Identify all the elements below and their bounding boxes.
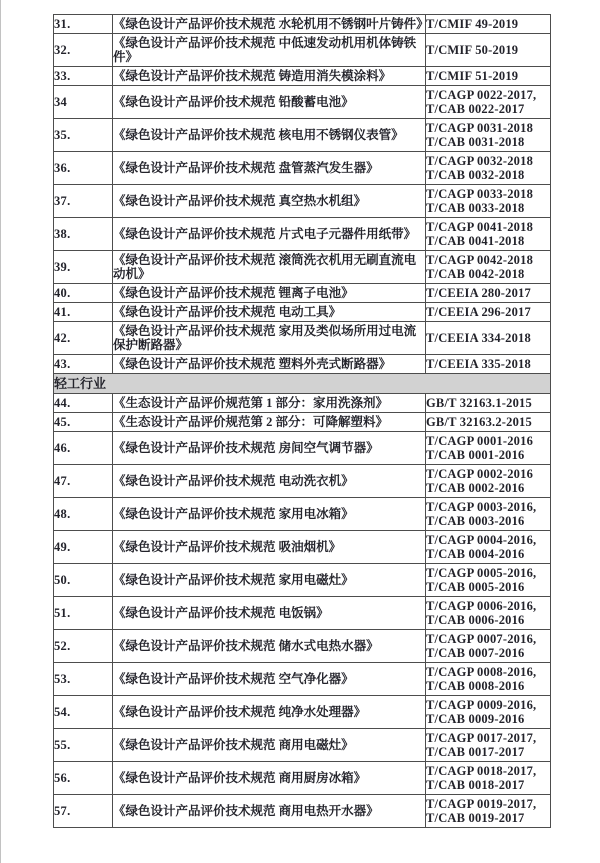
standard-number-cell: [426, 465, 551, 498]
standard-number-line: T/CEEIA 280-2017: [426, 286, 531, 300]
page-left-edge-line: [0, 0, 1, 863]
table-row: [54, 663, 551, 696]
row-number-cell: 39.: [54, 251, 113, 284]
standard-number-cell: [426, 498, 551, 531]
standard-number-line: T/CAGP 0004-2016,: [426, 533, 537, 547]
standard-number-line: T/CEEIA 335-2018: [426, 357, 531, 371]
standard-number-cell: [426, 152, 551, 185]
spec-name-cell: 《绿色设计产品评价技术规范 空气净化器》: [113, 663, 426, 696]
table-row: [54, 355, 551, 374]
spec-name-cell: 《绿色设计产品评价技术规范 塑料外壳式断路器》: [113, 355, 426, 374]
table-row: [54, 15, 551, 34]
spec-name-cell: 《绿色设计产品评价技术规范 房间空气调节器》: [113, 432, 426, 465]
spec-name-cell: 《生态设计产品评价规范第 1 部分：家用洗涤剂》: [113, 394, 426, 413]
standard-number-line: T/CAB 0042-2018: [426, 267, 525, 281]
table-row: [54, 597, 551, 630]
standard-number-cell: [426, 630, 551, 663]
standard-number-line: T/CAGP 0041-2018: [426, 220, 534, 234]
standard-number-line: GB/T 32163.1-2015: [426, 396, 532, 410]
row-number-cell: 42.: [54, 322, 113, 355]
table-row: [54, 729, 551, 762]
standard-number-line: T/CAB 0006-2016: [426, 613, 525, 627]
standard-number-line: T/CAB 0032-2018: [426, 168, 525, 182]
table-row: [54, 498, 551, 531]
standard-number-cell: [426, 119, 551, 152]
standard-number-line: T/CAGP 0033-2018: [426, 187, 534, 201]
standard-number-cell: [426, 67, 551, 86]
spec-name-cell: 《绿色设计产品评价技术规范 中低速发动机用机体铸铁件》: [113, 34, 426, 67]
row-number-cell: 36.: [54, 152, 113, 185]
row-number-cell: 40.: [54, 284, 113, 303]
spec-name-cell: 《绿色设计产品评价技术规范 锂离子电池》: [113, 284, 426, 303]
row-number-cell: 53.: [54, 663, 113, 696]
standard-number-cell: [426, 394, 551, 413]
standard-number-cell: [426, 185, 551, 218]
standard-number-cell: [426, 86, 551, 119]
spec-name-cell: 《绿色设计产品评价技术规范 核电用不锈钢仪表管》: [113, 119, 426, 152]
standard-number-cell: [426, 218, 551, 251]
table-row: [54, 251, 551, 284]
standard-number-line: T/CAB 0008-2016: [426, 679, 525, 693]
row-number-cell: 32.: [54, 34, 113, 67]
standard-number-line: T/CAB 0017-2017: [426, 745, 525, 759]
standard-number-cell: [426, 34, 551, 67]
standard-number-line: T/CAB 0001-2016: [426, 448, 525, 462]
table-row: [54, 795, 551, 828]
row-number-cell: 45.: [54, 413, 113, 432]
row-number-cell: 37.: [54, 185, 113, 218]
standard-number-cell: [426, 696, 551, 729]
standard-number-cell: [426, 729, 551, 762]
standard-number-line: T/CAB 0018-2017: [426, 778, 525, 792]
table-row: [54, 531, 551, 564]
standard-number-line: T/CAGP 0031-2018: [426, 121, 534, 135]
standard-number-line: T/CAB 0003-2016: [426, 514, 525, 528]
standard-number-cell: [426, 597, 551, 630]
row-number-cell: 34: [54, 86, 113, 119]
spec-name-cell: 《绿色设计产品评价技术规范 商用电热开水器》: [113, 795, 426, 828]
standard-number-line: T/CAB 0019-2017: [426, 811, 525, 825]
standard-number-line: T/CMIF 51-2019: [426, 69, 519, 83]
standard-number-line: T/CAB 0005-2016: [426, 580, 525, 594]
standard-number-line: T/CEEIA 296-2017: [426, 305, 531, 319]
standard-number-line: T/CAGP 0017-2017,: [426, 731, 537, 745]
standard-number-line: T/CAGP 0032-2018: [426, 154, 534, 168]
standard-number-line: T/CAGP 0008-2016,: [426, 665, 537, 679]
row-number-cell: 44.: [54, 394, 113, 413]
table-row: [54, 394, 551, 413]
standards-table: [53, 14, 551, 828]
standard-number-cell: [426, 531, 551, 564]
table-row: [54, 322, 551, 355]
spec-name-cell: 《绿色设计产品评价技术规范 滚筒洗衣机用无刷直流电动机》: [113, 251, 426, 284]
row-number-cell: 33.: [54, 67, 113, 86]
row-number-cell: 47.: [54, 465, 113, 498]
standard-number-line: T/CEEIA 334-2018: [426, 331, 531, 345]
table-row: [54, 465, 551, 498]
table-row: [54, 762, 551, 795]
standard-number-cell: [426, 251, 551, 284]
row-number-cell: 50.: [54, 564, 113, 597]
spec-name-cell: 《绿色设计产品评价技术规范 家用电磁灶》: [113, 564, 426, 597]
table-row: [54, 303, 551, 322]
standard-number-cell: [426, 15, 551, 34]
table-row: [54, 185, 551, 218]
section-header-label: 轻工行业: [54, 374, 551, 394]
row-number-cell: 48.: [54, 498, 113, 531]
standard-number-cell: [426, 432, 551, 465]
row-number-cell: 57.: [54, 795, 113, 828]
table-row: [54, 432, 551, 465]
standard-number-cell: [426, 762, 551, 795]
standard-number-line: T/CAB 0007-2016: [426, 646, 525, 660]
standard-number-line: T/CAGP 0022-2017,: [426, 88, 537, 102]
standard-number-cell: [426, 663, 551, 696]
standard-number-cell: [426, 303, 551, 322]
standard-number-cell: [426, 413, 551, 432]
row-number-cell: 46.: [54, 432, 113, 465]
spec-name-cell: 《绿色设计产品评价技术规范 水轮机用不锈钢叶片铸件》: [113, 15, 426, 34]
spec-name-cell: 《绿色设计产品评价技术规范 吸油烟机》: [113, 531, 426, 564]
standard-number-cell: [426, 355, 551, 374]
table-row: [54, 564, 551, 597]
standard-number-line: T/CMIF 49-2019: [426, 17, 519, 31]
standard-number-line: T/CAGP 0007-2016,: [426, 632, 537, 646]
row-number-cell: 52.: [54, 630, 113, 663]
row-number-cell: 38.: [54, 218, 113, 251]
row-number-cell: 35.: [54, 119, 113, 152]
spec-name-cell: 《绿色设计产品评价技术规范 商用厨房冰箱》: [113, 762, 426, 795]
spec-table-body: [54, 15, 551, 828]
spec-name-cell: 《绿色设计产品评价技术规范 储水式电热水器》: [113, 630, 426, 663]
standard-number-line: T/CMIF 50-2019: [426, 43, 519, 57]
standard-number-line: T/CAGP 0005-2016,: [426, 566, 537, 580]
standard-number-cell: [426, 284, 551, 303]
table-row: [54, 67, 551, 86]
standard-number-line: T/CAGP 0006-2016,: [426, 599, 537, 613]
row-number-cell: 43.: [54, 355, 113, 374]
standard-number-line: T/CAGP 0001-2016: [426, 434, 534, 448]
table-row: [54, 86, 551, 119]
table-row: [54, 34, 551, 67]
standard-number-line: T/CAB 0004-2016: [426, 547, 525, 561]
spec-name-cell: 《绿色设计产品评价技术规范 铅酸蓄电池》: [113, 86, 426, 119]
row-number-cell: 55.: [54, 729, 113, 762]
row-number-cell: 51.: [54, 597, 113, 630]
table-row: [54, 413, 551, 432]
standard-number-line: T/CAB 0031-2018: [426, 135, 525, 149]
standard-number-line: T/CAB 0041-2018: [426, 234, 525, 248]
row-number-cell: 54.: [54, 696, 113, 729]
spec-name-cell: 《绿色设计产品评价技术规范 盘管蒸汽发生器》: [113, 152, 426, 185]
spec-name-cell: 《绿色设计产品评价技术规范 电饭锅》: [113, 597, 426, 630]
standard-number-line: GB/T 32163.2-2015: [426, 415, 532, 429]
spec-name-cell: 《生态设计产品评价规范第 2 部分：可降解塑料》: [113, 413, 426, 432]
spec-name-cell: 《绿色设计产品评价技术规范 铸造用消失模涂料》: [113, 67, 426, 86]
spec-name-cell: 《绿色设计产品评价技术规范 商用电磁灶》: [113, 729, 426, 762]
spec-name-cell: 《绿色设计产品评价技术规范 家用及类似场所用过电流保护断路器》: [113, 322, 426, 355]
standard-number-line: T/CAGP 0018-2017,: [426, 764, 537, 778]
standard-number-line: T/CAB 0033-2018: [426, 201, 525, 215]
table-row: [54, 152, 551, 185]
spec-name-cell: 《绿色设计产品评价技术规范 电动洗衣机》: [113, 465, 426, 498]
standard-number-line: T/CAB 0009-2016: [426, 712, 525, 726]
standard-number-line: T/CAGP 0003-2016,: [426, 500, 537, 514]
table-row: [54, 218, 551, 251]
standard-number-line: T/CAB 0002-2016: [426, 481, 525, 495]
spec-name-cell: 《绿色设计产品评价技术规范 真空热水机组》: [113, 185, 426, 218]
spec-name-cell: 《绿色设计产品评价技术规范 家用电冰箱》: [113, 498, 426, 531]
standard-number-cell: [426, 795, 551, 828]
standard-number-line: T/CAGP 0002-2016: [426, 467, 534, 481]
table-row: [54, 696, 551, 729]
standard-number-line: T/CAGP 0019-2017,: [426, 797, 537, 811]
row-number-cell: 41.: [54, 303, 113, 322]
row-number-cell: 31.: [54, 15, 113, 34]
spec-name-cell: 《绿色设计产品评价技术规范 纯净水处理器》: [113, 696, 426, 729]
standard-number-cell: [426, 564, 551, 597]
row-number-cell: 56.: [54, 762, 113, 795]
standard-number-line: T/CAGP 0009-2016,: [426, 698, 537, 712]
row-number-cell: 49.: [54, 531, 113, 564]
spec-name-cell: 《绿色设计产品评价技术规范 电动工具》: [113, 303, 426, 322]
standard-number-line: T/CAB 0022-2017: [426, 102, 525, 116]
table-row: [54, 284, 551, 303]
table-row: [54, 630, 551, 663]
section-header-row: [54, 374, 551, 394]
standard-number-line: T/CAGP 0042-2018: [426, 253, 534, 267]
table-row: [54, 119, 551, 152]
spec-name-cell: 《绿色设计产品评价技术规范 片式电子元器件用纸带》: [113, 218, 426, 251]
standard-number-cell: [426, 322, 551, 355]
